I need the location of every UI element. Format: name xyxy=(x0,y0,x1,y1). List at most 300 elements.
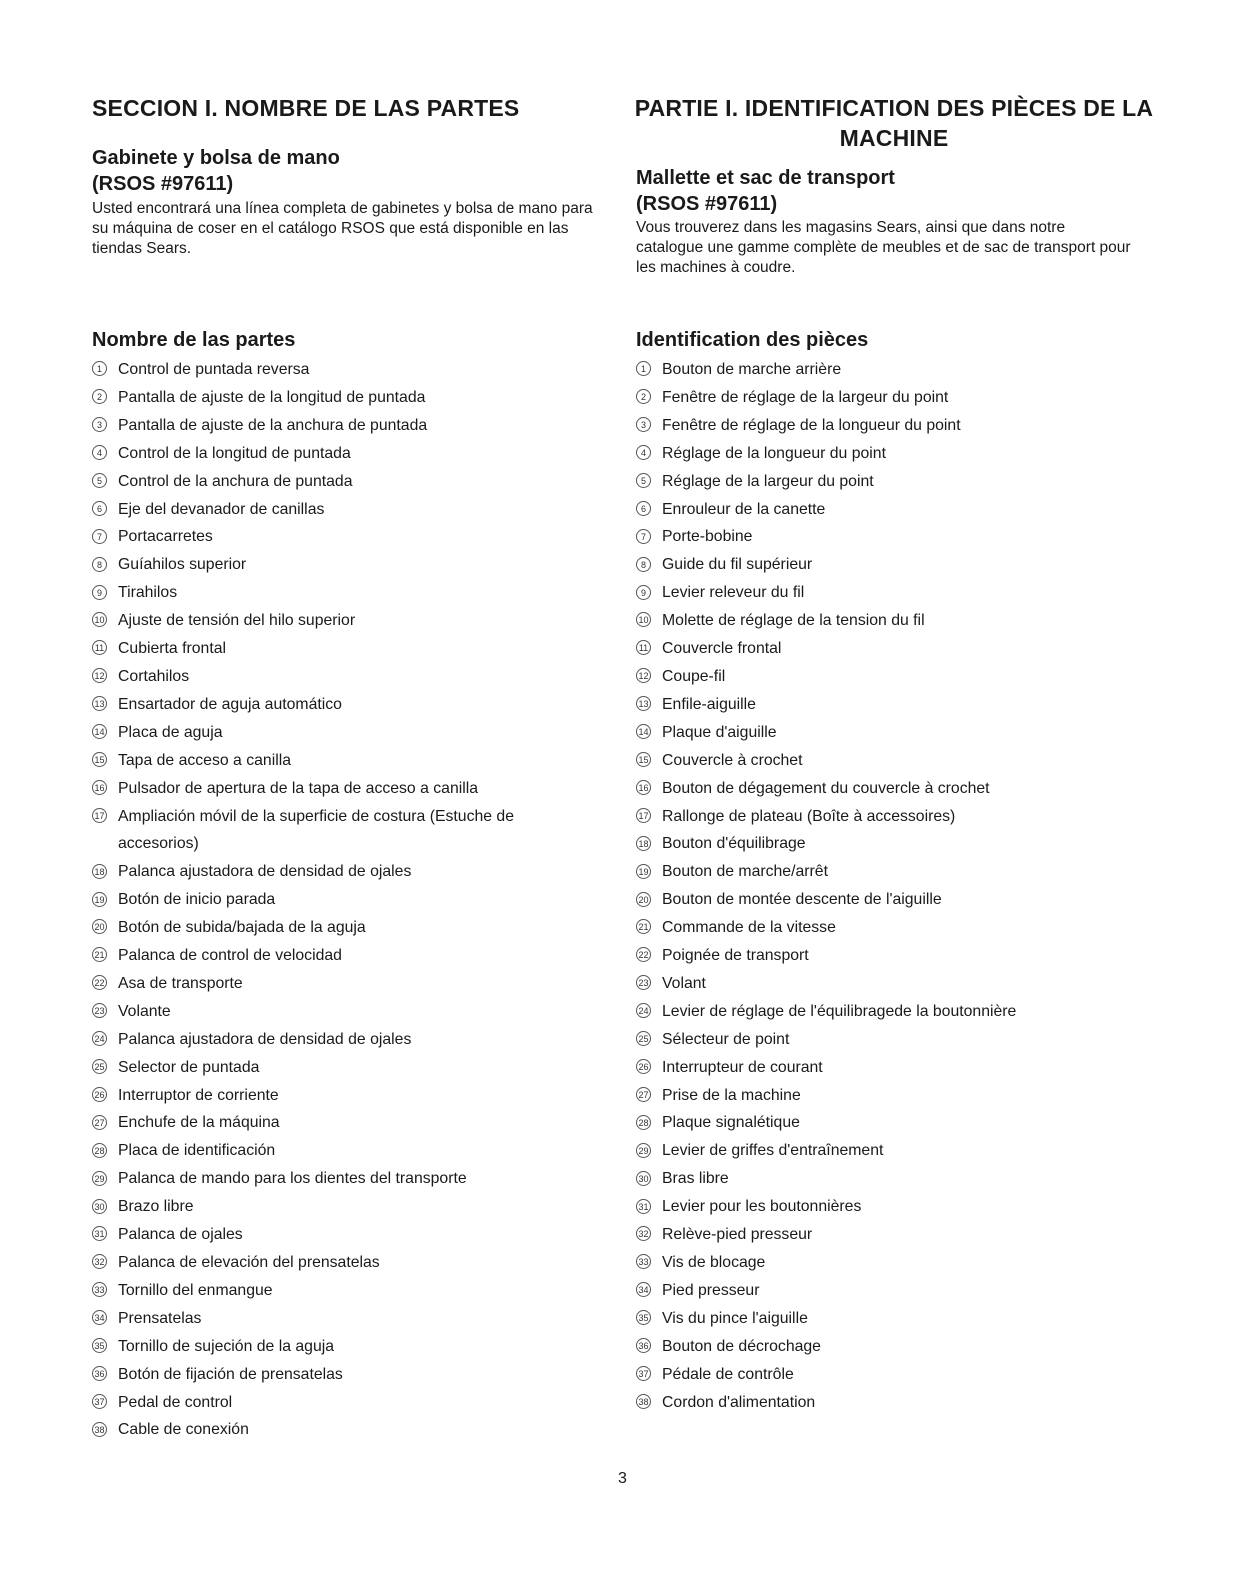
part-list-item xyxy=(92,384,582,412)
part-name: Plaque d'aiguille xyxy=(662,723,777,741)
part-name: Bouton de décrochage xyxy=(662,1337,821,1355)
part-number: 11 xyxy=(636,640,651,655)
part-number-circle xyxy=(92,886,118,914)
part-number: 3 xyxy=(636,417,651,432)
part-number-circle xyxy=(636,635,662,663)
part-number-circle xyxy=(92,1137,118,1165)
part-number-circle xyxy=(636,719,662,747)
part-number-circle xyxy=(92,412,118,440)
part-number: 3 xyxy=(92,417,107,432)
part-number: 1 xyxy=(636,361,651,376)
part-number-circle xyxy=(92,1249,118,1277)
part-number-circle xyxy=(636,747,662,775)
part-list-item xyxy=(636,1165,1196,1193)
part-list-item xyxy=(92,1026,582,1054)
part-number-circle xyxy=(92,998,118,1026)
part-number: 25 xyxy=(92,1059,107,1074)
part-number: 26 xyxy=(92,1087,107,1102)
part-number-circle xyxy=(92,1221,118,1249)
part-list-item xyxy=(92,719,582,747)
part-number: 23 xyxy=(92,1003,107,1018)
part-number: 31 xyxy=(636,1199,651,1214)
part-number: 34 xyxy=(92,1310,107,1325)
part-number: 35 xyxy=(92,1338,107,1353)
spanish-subtitle-cabinet: Gabinete y bolsa de mano xyxy=(92,147,340,169)
part-number-circle xyxy=(92,635,118,663)
part-name: Prise de la machine xyxy=(662,1086,801,1104)
part-number: 30 xyxy=(92,1199,107,1214)
part-list-item xyxy=(636,1109,1196,1137)
part-number-circle xyxy=(92,719,118,747)
part-list-item xyxy=(92,551,582,579)
part-list-item xyxy=(636,440,1196,468)
part-list-item xyxy=(636,1026,1196,1054)
part-list-item xyxy=(636,942,1196,970)
part-number-circle xyxy=(636,1249,662,1277)
part-number: 24 xyxy=(636,1003,651,1018)
part-number: 2 xyxy=(636,389,651,404)
part-list-item xyxy=(636,412,1196,440)
part-number-circle xyxy=(636,440,662,468)
part-number-circle xyxy=(92,691,118,719)
part-number-circle xyxy=(92,579,118,607)
part-list-item xyxy=(92,440,582,468)
part-name: Bouton de montée descente de l'aiguille xyxy=(662,891,942,909)
part-number-circle xyxy=(92,1361,118,1389)
part-name: Control de la longitud de puntada xyxy=(118,444,351,462)
part-list-item xyxy=(92,942,582,970)
part-number: 17 xyxy=(636,808,651,823)
part-list-item xyxy=(636,384,1196,412)
part-name: Enchufe de la máquina xyxy=(118,1114,280,1132)
part-number-circle xyxy=(92,496,118,524)
part-name: Guide du fil supérieur xyxy=(662,556,813,574)
part-name: Control de puntada reversa xyxy=(118,361,310,378)
part-number: 20 xyxy=(636,892,651,907)
part-number: 24 xyxy=(92,1031,107,1046)
part-name: Molette de réglage de la tension du fil xyxy=(662,612,925,630)
part-number: 20 xyxy=(92,919,107,934)
part-list-item xyxy=(636,1221,1196,1249)
part-number-circle xyxy=(636,1221,662,1249)
part-name: Ensartador de aguja automático xyxy=(118,695,342,713)
part-name: Botón de subida/bajada de la aguja xyxy=(118,919,366,937)
part-number: 25 xyxy=(636,1031,651,1046)
part-number-circle xyxy=(636,803,662,831)
part-list-item xyxy=(92,1305,582,1333)
part-number-circle xyxy=(636,607,662,635)
part-name: Sélecteur de point xyxy=(662,1030,790,1048)
part-number-circle xyxy=(636,1165,662,1193)
part-number: 27 xyxy=(636,1087,651,1102)
part-list-item xyxy=(92,607,582,635)
part-name: Bouton de marche/arrêt xyxy=(662,863,828,881)
part-name: Cortahilos xyxy=(118,667,190,685)
part-number: 4 xyxy=(636,445,651,460)
part-name: Selector de puntada xyxy=(118,1058,260,1076)
part-list-item xyxy=(636,1361,1196,1389)
part-number: 37 xyxy=(636,1366,651,1381)
part-number: 11 xyxy=(92,640,107,655)
part-number-circle xyxy=(92,1109,118,1137)
part-list-item xyxy=(92,691,582,719)
part-number-circle xyxy=(636,1193,662,1221)
part-list-item xyxy=(92,579,582,607)
part-number-circle xyxy=(92,942,118,970)
part-number-circle xyxy=(92,970,118,998)
part-number: 33 xyxy=(92,1282,107,1297)
part-number: 27 xyxy=(92,1115,107,1130)
part-list-item xyxy=(636,858,1196,886)
part-number-circle xyxy=(636,1054,662,1082)
spanish-parts-list-title: Nombre de las partes xyxy=(92,329,296,351)
part-list-item xyxy=(92,747,582,775)
part-list-item xyxy=(92,412,582,440)
part-name: Eje del devanador de canillas xyxy=(118,500,325,518)
part-list-item xyxy=(636,914,1196,942)
part-name: Interrupteur de courant xyxy=(662,1058,823,1076)
part-number-circle xyxy=(92,1277,118,1305)
part-name: Palanca ajustadora de densidad de ojales xyxy=(118,1030,412,1048)
part-number-circle xyxy=(636,775,662,803)
part-number: 32 xyxy=(92,1254,107,1269)
part-name: Guíahilos superior xyxy=(118,556,247,574)
part-number-circle xyxy=(92,747,118,775)
part-number: 21 xyxy=(92,947,107,962)
part-number: 34 xyxy=(636,1282,651,1297)
part-number: 17 xyxy=(92,808,107,823)
part-name: Volante xyxy=(118,1002,171,1020)
part-name: Pédale de contrôle xyxy=(662,1365,794,1383)
french-subtitle-case: Mallette et sac de transport xyxy=(636,167,895,189)
part-list-item xyxy=(636,886,1196,914)
part-number-circle xyxy=(636,998,662,1026)
part-list-item xyxy=(92,970,582,998)
part-name: Placa de aguja xyxy=(118,723,223,741)
spanish-intro-paragraph: Usted encontrará una línea completa de gabinetes y bolsa de mano para su máquina de coser en el catálogo RSOS que está disponible en las tiendas Sears. xyxy=(92,200,593,257)
part-name: Pantalla de ajuste de la longitud de puntada xyxy=(118,388,426,406)
part-list-item xyxy=(92,1082,582,1110)
part-list-item xyxy=(92,663,582,691)
part-list-item xyxy=(636,803,1196,831)
part-number-circle xyxy=(92,1082,118,1110)
part-number: 15 xyxy=(636,752,651,767)
part-list-item xyxy=(92,468,582,496)
part-number: 35 xyxy=(636,1310,651,1325)
part-name: Asa de transporte xyxy=(118,974,243,992)
part-number-circle xyxy=(636,384,662,412)
part-list-item xyxy=(636,663,1196,691)
part-number-circle xyxy=(636,970,662,998)
part-number: 8 xyxy=(636,557,651,572)
part-name: Palanca ajustadora de densidad de ojales xyxy=(118,863,412,881)
part-number: 23 xyxy=(636,975,651,990)
part-number-circle xyxy=(92,1305,118,1333)
part-name: Palanca de control de velocidad xyxy=(118,947,342,965)
part-name: Fenêtre de réglage de la largeur du point xyxy=(662,388,949,406)
part-number: 5 xyxy=(636,473,651,488)
part-list-item xyxy=(636,719,1196,747)
part-name: Levier de griffes d'entraînement xyxy=(662,1142,884,1160)
part-number-circle xyxy=(92,523,118,551)
part-list-item xyxy=(92,1109,582,1137)
part-list-item xyxy=(636,775,1196,803)
part-list-item xyxy=(92,775,582,803)
part-number: 28 xyxy=(636,1115,651,1130)
part-list-item xyxy=(636,1193,1196,1221)
part-number-circle xyxy=(92,1026,118,1054)
part-number-circle xyxy=(92,1416,118,1444)
part-name: Brazo libre xyxy=(118,1198,194,1216)
part-list-item xyxy=(92,1361,582,1389)
part-name: Cable de conexión xyxy=(118,1421,249,1439)
part-list-item xyxy=(92,1054,582,1082)
french-intro-paragraph: Vous trouverez dans les magasins Sears, ainsi que dans notre catalogue une gamme complète de meubles et de sac de transport pour les machines à coudre. xyxy=(636,219,1131,276)
part-list-item xyxy=(636,691,1196,719)
part-name: Commande de la vitesse xyxy=(662,919,836,937)
part-list-item xyxy=(92,356,582,384)
part-number-circle xyxy=(636,551,662,579)
part-name: Pantalla de ajuste de la anchura de puntada xyxy=(118,416,428,434)
part-number: 22 xyxy=(92,975,107,990)
part-number-circle xyxy=(636,858,662,886)
part-number-circle xyxy=(636,663,662,691)
part-list-item xyxy=(92,1416,582,1444)
part-number-circle xyxy=(636,468,662,496)
part-list-item xyxy=(636,523,1196,551)
french-section-title: PARTIE I. IDENTIFICATION DES PIÈCES DE LA MACHINE xyxy=(634,95,1154,151)
part-list-item xyxy=(636,1054,1196,1082)
part-number: 13 xyxy=(92,696,107,711)
part-number: 14 xyxy=(92,724,107,739)
part-list-item xyxy=(92,914,582,942)
part-name: Palanca de ojales xyxy=(118,1226,243,1244)
part-number: 12 xyxy=(92,668,107,683)
part-number: 13 xyxy=(636,696,651,711)
part-name: Botón de inicio parada xyxy=(118,891,276,909)
part-list-item xyxy=(636,970,1196,998)
part-list-item xyxy=(636,1333,1196,1361)
part-name: Botón de fijación de prensatelas xyxy=(118,1365,343,1383)
part-list-item xyxy=(92,1389,582,1417)
part-name: Réglage de la longueur du point xyxy=(662,444,886,462)
part-number: 6 xyxy=(92,501,107,516)
part-list-item xyxy=(92,1249,582,1277)
part-name: Palanca de elevación del prensatelas xyxy=(118,1254,380,1271)
part-name: Portacarretes xyxy=(118,528,213,546)
part-number: 18 xyxy=(636,836,651,851)
part-name: Coupe-fil xyxy=(662,667,726,685)
part-number-circle xyxy=(636,1026,662,1054)
part-number: 9 xyxy=(92,585,107,600)
part-number: 16 xyxy=(92,780,107,795)
part-number-circle xyxy=(92,914,118,942)
part-number-circle xyxy=(636,1361,662,1389)
part-number-circle xyxy=(92,440,118,468)
part-list-item xyxy=(636,998,1196,1026)
part-number-circle xyxy=(92,1333,118,1361)
part-name: Levier pour les boutonnières xyxy=(662,1198,862,1216)
part-name: Bras libre xyxy=(662,1170,729,1188)
part-list-item xyxy=(92,886,582,914)
part-number: 37 xyxy=(92,1394,107,1409)
part-number: 7 xyxy=(92,529,107,544)
part-list-item xyxy=(636,551,1196,579)
part-number-circle xyxy=(636,1333,662,1361)
part-number: 38 xyxy=(92,1422,107,1437)
part-list-item xyxy=(636,607,1196,635)
part-number-circle xyxy=(636,412,662,440)
french-subtitle-rsos: (RSOS #97611) xyxy=(636,193,778,215)
part-list-item xyxy=(92,858,582,886)
part-number-circle xyxy=(92,1165,118,1193)
part-number: 29 xyxy=(636,1143,651,1158)
part-list-item xyxy=(636,1305,1196,1333)
part-number: 33 xyxy=(636,1254,651,1269)
part-number-circle xyxy=(92,1054,118,1082)
part-number-circle xyxy=(636,1082,662,1110)
part-number-circle xyxy=(636,523,662,551)
part-number-circle xyxy=(636,356,662,384)
part-name: Enfile-aiguille xyxy=(662,695,756,713)
part-list-item xyxy=(636,635,1196,663)
part-number: 21 xyxy=(636,919,651,934)
part-name: Levier releveur du fil xyxy=(662,584,805,602)
page-number: 3 xyxy=(618,1470,627,1487)
part-number-circle xyxy=(636,830,662,858)
part-name: Couvercle frontal xyxy=(662,640,782,658)
part-name: Interruptor de corriente xyxy=(118,1086,279,1104)
part-name: Control de la anchura de puntada xyxy=(118,472,353,490)
part-number-circle xyxy=(636,1109,662,1137)
part-list-item xyxy=(92,1333,582,1361)
part-list-item xyxy=(636,1389,1196,1417)
part-name: Plaque signalétique xyxy=(662,1114,800,1132)
part-number-circle xyxy=(92,1193,118,1221)
part-name: Bouton de dégagement du couvercle à crochet xyxy=(662,779,990,797)
part-number: 22 xyxy=(636,947,651,962)
part-number: 1 xyxy=(92,361,107,376)
part-number: 12 xyxy=(636,668,651,683)
part-number: 4 xyxy=(92,445,107,460)
part-list-item xyxy=(636,830,1196,858)
part-number-circle xyxy=(636,1277,662,1305)
part-number-circle xyxy=(636,1305,662,1333)
part-number-circle xyxy=(92,858,118,886)
part-number: 28 xyxy=(92,1143,107,1158)
part-number-circle xyxy=(92,663,118,691)
part-name: Vis de blocage xyxy=(662,1254,766,1271)
part-number-circle xyxy=(636,886,662,914)
part-name: Pied presseur xyxy=(662,1281,760,1299)
part-list-item xyxy=(92,635,582,663)
part-number-circle xyxy=(636,914,662,942)
part-number: 18 xyxy=(92,864,107,879)
part-number-circle xyxy=(636,942,662,970)
part-number: 36 xyxy=(92,1366,107,1381)
part-name: Tapa de acceso a canilla xyxy=(118,751,292,769)
part-number: 9 xyxy=(636,585,651,600)
part-number: 8 xyxy=(92,557,107,572)
part-name: Ampliación móvil de la superficie de costura (Estuche de accesorios) xyxy=(118,807,514,853)
part-list-item xyxy=(636,468,1196,496)
part-name: Tornillo del enmangue xyxy=(118,1281,273,1299)
part-name: Bouton de marche arrière xyxy=(662,361,842,378)
part-number-circle xyxy=(92,775,118,803)
part-list-item xyxy=(92,1277,582,1305)
part-list-item xyxy=(636,1082,1196,1110)
part-number: 15 xyxy=(92,752,107,767)
part-name: Levier de réglage de l'équilibragede la boutonnière xyxy=(662,1002,1017,1020)
part-name: Palanca de mando para los dientes del transporte xyxy=(118,1170,467,1188)
part-list-item xyxy=(636,747,1196,775)
part-list-item xyxy=(92,1221,582,1249)
part-number: 31 xyxy=(92,1226,107,1241)
part-name: Rallonge de plateau (Boîte à accessoires) xyxy=(662,807,956,825)
part-number-circle xyxy=(92,607,118,635)
part-name: Tornillo de sujeción de la aguja xyxy=(118,1337,335,1355)
part-list-item xyxy=(636,356,1196,384)
part-number-circle xyxy=(636,1389,662,1417)
part-name: Cordon d'alimentation xyxy=(662,1393,816,1411)
part-list-item xyxy=(92,998,582,1026)
part-list-item xyxy=(636,1249,1196,1277)
part-name: Cubierta frontal xyxy=(118,640,227,658)
part-number-circle xyxy=(636,496,662,524)
french-parts-list-title: Identification des pièces xyxy=(636,329,869,351)
part-list-item xyxy=(92,496,582,524)
part-number: 26 xyxy=(636,1059,651,1074)
french-parts-list xyxy=(636,356,1196,1416)
part-list-item xyxy=(92,803,582,859)
part-list-item xyxy=(636,496,1196,524)
part-name: Bouton d'équilibrage xyxy=(662,835,806,853)
part-number-circle xyxy=(92,803,118,831)
part-number: 10 xyxy=(636,612,651,627)
part-name: Porte-bobine xyxy=(662,528,753,546)
part-name: Couvercle à crochet xyxy=(662,751,803,769)
part-number: 2 xyxy=(92,389,107,404)
part-list-item xyxy=(92,523,582,551)
part-name: Vis du pince l'aiguille xyxy=(662,1309,808,1327)
part-number: 16 xyxy=(636,780,651,795)
part-number-circle xyxy=(92,468,118,496)
part-number-circle xyxy=(92,356,118,384)
part-number-circle xyxy=(636,579,662,607)
part-name: Réglage de la largeur du point xyxy=(662,472,874,490)
part-list-item xyxy=(636,1277,1196,1305)
part-number: 7 xyxy=(636,529,651,544)
part-number: 38 xyxy=(636,1394,651,1409)
part-name: Relève-pied presseur xyxy=(662,1226,813,1244)
part-number: 10 xyxy=(92,612,107,627)
part-number: 19 xyxy=(92,892,107,907)
part-number: 5 xyxy=(92,473,107,488)
part-number: 29 xyxy=(92,1171,107,1186)
part-number-circle xyxy=(92,1389,118,1417)
part-list-item xyxy=(636,579,1196,607)
spanish-parts-list xyxy=(92,356,582,1444)
part-number: 14 xyxy=(636,724,651,739)
part-list-item xyxy=(636,1137,1196,1165)
spanish-subtitle-rsos: (RSOS #97611) xyxy=(92,173,234,195)
part-name: Pedal de control xyxy=(118,1393,233,1411)
part-list-item xyxy=(92,1193,582,1221)
part-name: Poignée de transport xyxy=(662,947,809,965)
part-number-circle xyxy=(92,551,118,579)
part-name: Volant xyxy=(662,974,706,992)
part-number-circle xyxy=(92,384,118,412)
